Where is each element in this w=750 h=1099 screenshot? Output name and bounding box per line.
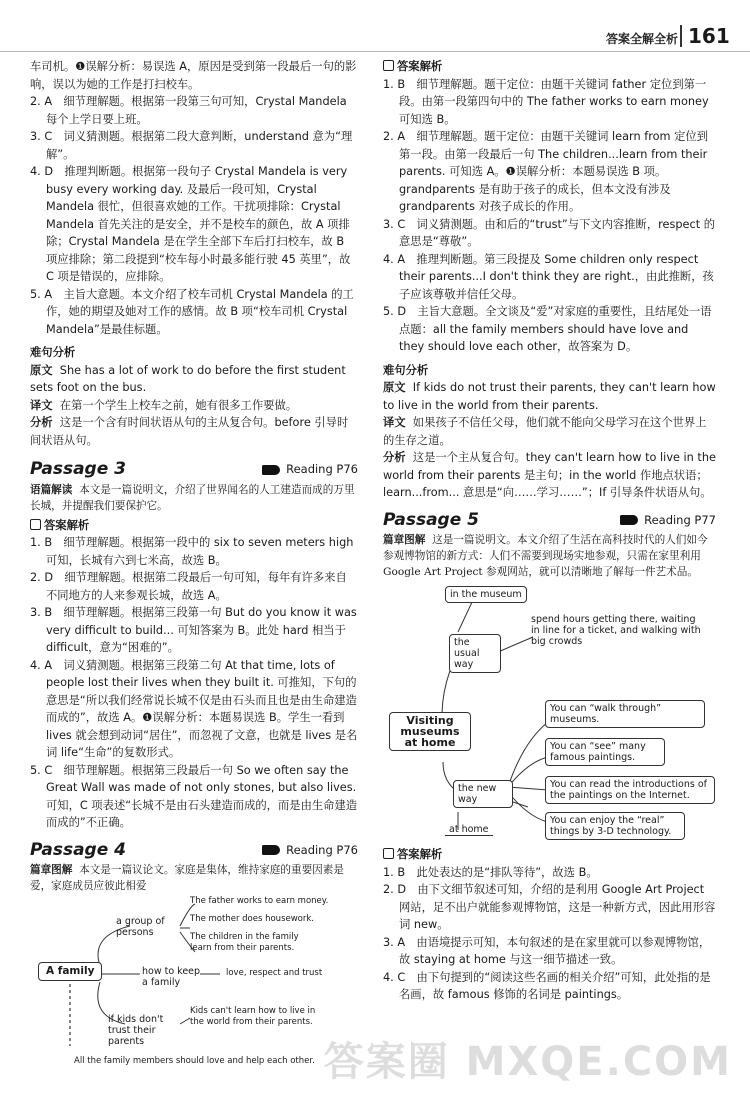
leaf-love: love, respect and trust xyxy=(226,968,323,978)
answer-title: 答案解析 xyxy=(383,58,716,76)
node-usual-way: the usual way xyxy=(449,634,501,673)
answer-title: 答案解析 xyxy=(383,846,716,864)
node-new-way: the new way xyxy=(453,780,513,808)
node-in-museum: in the museum xyxy=(445,586,527,603)
diagram-center-visiting: Visiting museums at home xyxy=(389,712,471,751)
left-column xyxy=(30,58,358,1076)
hard-translation: 译文 如果孩子不信任父母，他们就不能向父母学习在这个世界上的生存之道。 xyxy=(383,416,707,447)
hard-original: 原文 She has a lot of work to do before the first student sets foot on the bus. xyxy=(30,363,346,394)
header-tag: 答案全解全析 xyxy=(606,32,679,46)
hard-analysis: 分析 这是一个含有时间状语从句的主从复合句。before 引导时间状语从句。 xyxy=(30,416,349,447)
answer-item: 2. D 细节理解题。根据第二段最后一句可知，每年有许多来自不同地方的人来参观长城，故选 A。 xyxy=(30,571,347,602)
site-watermark: 答案圈 MXQE.COM xyxy=(323,1039,732,1085)
leaf-mother: The mother does housework. xyxy=(190,914,314,924)
passage-title: Passage 4 xyxy=(30,839,126,860)
passage-4-header xyxy=(30,839,358,860)
new-way-item: You can read the introductions of the paintings on the Internet. xyxy=(545,776,715,804)
lock-icon xyxy=(383,60,394,71)
answer-item: 2. A 细节理解题。题干定位：由题干关键词 learn from 定位到第一段。由第一段最后一句 The children...learn from their parents. 可知选 A。❶误解分析：本题易误选 B 项。grandparents 是有助于孩子的成长，但本文没有涉及 grandparents 对孩子成长的作用。 xyxy=(383,130,709,213)
answer-item: 2. A 细节理解题。根据第一段第三句可知，Crystal Mandela 每个上学日要上班。 xyxy=(30,95,347,126)
pointing-hand-icon xyxy=(262,465,280,475)
page-number: 161 xyxy=(688,24,730,48)
answer-title: 答案解析 xyxy=(30,517,358,535)
passage-5-header xyxy=(383,509,716,530)
passage-title: Passage 5 xyxy=(383,509,479,530)
answer-item: 4. C 由下句提到的“阅读这些名画的相关介绍”可知，此处指的是名画，故 famous 修饰的名词是 paintings。 xyxy=(383,970,711,1001)
lock-icon xyxy=(383,848,394,859)
hard-translation: 译文 在第一个学生上校车之前，她有很多工作要做。 xyxy=(30,398,298,412)
hard-analysis: 分析 这是一个主从复合句。they can't learn how to live in the world from their parents 是主句；in the world 作地点状语；learn...from... 意思是“向……学习……”；If 引导条件状语从句。 xyxy=(383,451,716,499)
passage-3-header xyxy=(30,461,358,479)
answer-item: 5. C 细节理解题。根据第三段最后一句 So we often say the Great Wall was made of not only stones, but also lives. 可知，C 项表述“长城不是由石头建造而成的，而是由生命建造而成的”不正确。 xyxy=(30,763,358,829)
new-way-item: You can “see” many famous paintings. xyxy=(545,738,665,766)
node-if-kids: if kids don't trust their parents xyxy=(108,1014,164,1047)
usual-way-detail: spend hours getting there, waiting in line for a ticket, and walking with big crowds xyxy=(531,614,701,647)
leaf-kids-cant: Kids can't learn how to live in the world from their parents. xyxy=(190,1006,316,1027)
hard-sentence-title: 难句分析 xyxy=(383,363,429,377)
header-rule xyxy=(0,51,750,52)
family-diagram xyxy=(30,896,330,1076)
diagram-conclusion: All the family members should love and help each other. xyxy=(74,1056,315,1066)
header-divider xyxy=(680,25,682,47)
leaf-children: The children in the family learn from their parents. xyxy=(190,932,299,953)
answer-item: 1. B 细节理解题。根据第一段中的 six to seven meters high 可知，长城有六到七米高，故选 B。 xyxy=(30,536,354,567)
passage-title: Passage 3 xyxy=(30,459,126,479)
right-column xyxy=(383,58,716,1004)
answer-item: 3. B 细节理解题。根据第三段第一句 But do you know it was very difficult to build... 可知答案为 B。此处 hard 相当于 difficult，意为“困难的”。 xyxy=(30,606,357,654)
answer-item: 3. C 词义猜测题。根据第二段大意判断，understand 意为“理解”。 xyxy=(30,130,353,161)
hard-original: 原文 If kids do not trust their parents, they can't learn how to live in the world from their parents. xyxy=(383,381,716,412)
pointing-hand-icon xyxy=(262,845,280,855)
answer-item: 4. A 词义猜测题。根据第三段第二句 At that time, lots of people lost their lives when they built it. 可推知，下句的意思是“所以我们经常说长城不仅是由石头而且也是由生命建造而成的”，故选 A。❶误解分析：本题易误选 B。学生一看到 lives 就会想到动词“居住”，而忽视了文意，也就是 lives 是名词 life“生命”的复数形式。 xyxy=(30,658,358,759)
passage-intro: 语篇解读 本文是一篇说明文，介绍了世界闻名的人工建造而成的万里长城，并提醒我们要保护它。 xyxy=(30,483,355,512)
leaf-father: The father works to earn money. xyxy=(190,896,329,906)
passage-intro: 篇章图解 本文是一篇议论文。家庭是集体，维持家庭的重要因素是爱，家庭成员应彼此相爱 xyxy=(30,864,344,892)
reading-ref: Reading P76 xyxy=(262,461,358,479)
answer-item: 2. D 由下文细节叙述可知，介绍的是利用 Google Art Project 网站，足不出户就能参观博物馆，这是一种新方式，因此用形容词 new。 xyxy=(383,883,716,931)
answer-item: 4. A 推理判断题。第三段提及 Some children only respect their parents...I don't think they are right.，由此推断，孩子应该尊敬并信任父母。 xyxy=(383,252,714,301)
node-keep: how to keep a family xyxy=(142,966,201,988)
node-at-home: at home xyxy=(445,824,493,836)
answer-item: 5. A 主旨大意题。本文介绍了校车司机 Crystal Mandela 的工作，她的期望及她对工作的感情。故 B 项“校车司机 Crystal Mandela”是最佳标题。 xyxy=(30,287,354,336)
answer-item: 3. C 词义猜测题。由和后的“trust”与下文内容推断，respect 的意思是“尊敬”。 xyxy=(383,217,716,248)
continued-text: 车司机。❶误解分析：易误选 A，原因是受到第一段最后一句的影响，误以为她的工作是打扫校车。 xyxy=(30,60,357,91)
reading-ref: Reading P76 xyxy=(262,842,358,860)
new-way-item: You can “walk through” museums. xyxy=(545,700,705,728)
new-way-item: You can enjoy the “real” things by 3-D technology. xyxy=(545,812,685,840)
answer-item: 5. D 主旨大意题。全文谈及“爱”对家庭的重要性，且结尾处一语点题：all the family members should have love and they should love each other，故答案为 D。 xyxy=(383,305,712,353)
hard-sentence-title: 难句分析 xyxy=(30,346,76,359)
answer-item: 3. A 由语境提示可知，本句叙述的是在家里就可以参观博物馆，故 staying at home 与这一细节描述一致。 xyxy=(383,935,711,966)
lock-icon xyxy=(30,519,41,530)
answer-item: 4. D 推理判断题。根据第一段句子 Crystal Mandela is very busy every working day. 及最后一段可知，Crystal Mandela 很忙，但很喜欢她的工作。干扰项排除：Crystal Mandela 首先关注的是安全，并不是校车的颜色，故 A 项排除；Crystal Mandela 是在学生全部下车后打扫校车，故 B 项应排除；第二段提到“校车每小时最多能行驶 45 英里”，故 C 项是错误的，应排除。 xyxy=(30,165,351,283)
reading-ref: Reading P77 xyxy=(620,512,716,530)
node-group: a group of persons xyxy=(116,916,165,938)
answer-item: 1. B 此处表达的是“排队等待”，故选 B。 xyxy=(383,865,598,879)
passage-intro: 篇章图解 这是一篇说明文。本文介绍了生活在高科技时代的人们如今参观博物馆的新方式：人们不需要到现场实地参观，只需在家里利用 Google Art Project 参观网站，就可以清晰地了解每一件艺术品。 xyxy=(383,534,708,578)
pointing-hand-icon xyxy=(620,515,638,525)
museum-diagram xyxy=(383,582,713,842)
diagram-center-family: A family xyxy=(38,962,102,981)
answer-item: 1. B 细节理解题。题干定位：由题干关键词 father 定位到第一段。由第一段第四句中的 The father works to earn money 可知选 B。 xyxy=(383,77,709,126)
